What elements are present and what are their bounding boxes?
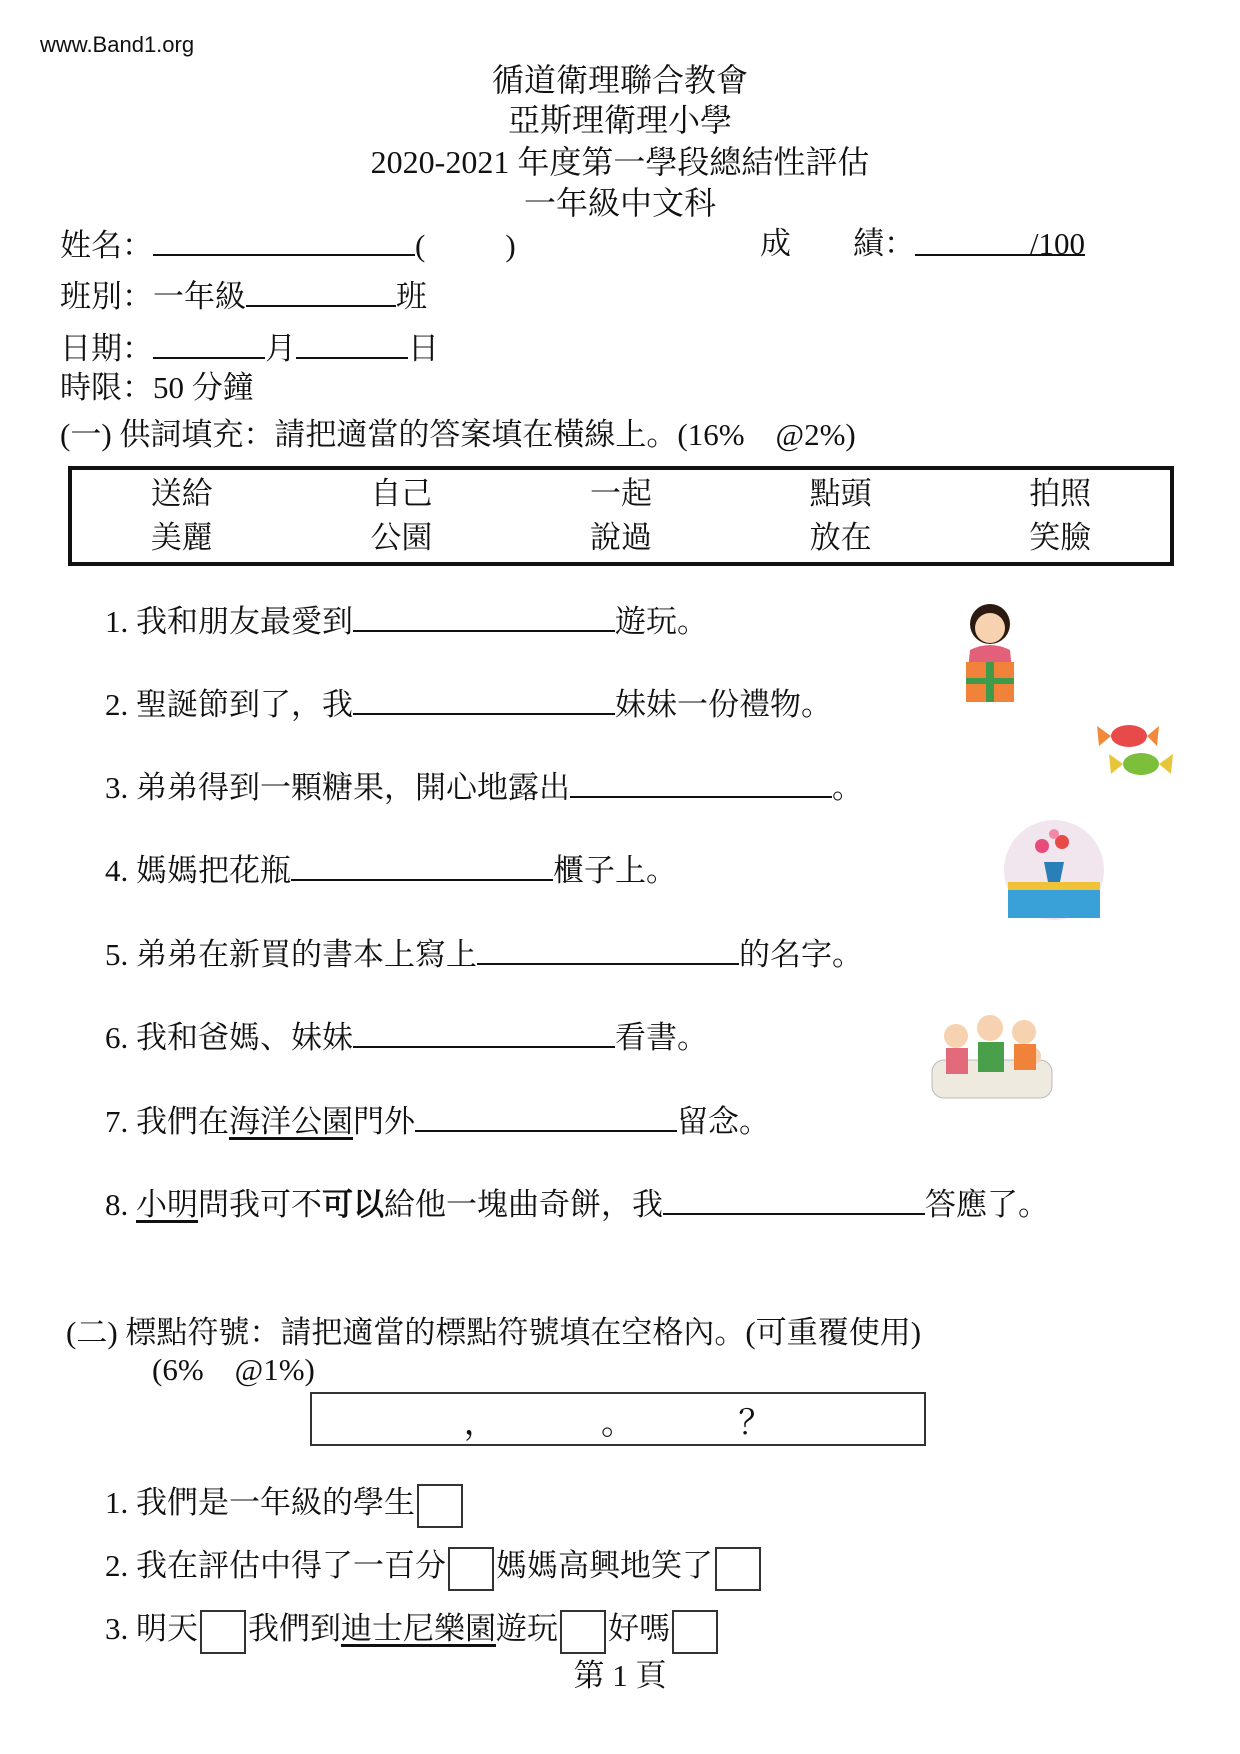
answer-blank[interactable] (353, 600, 615, 632)
fill-question-5 (105, 933, 863, 975)
question-number: 5. (105, 937, 129, 972)
question-number: 3. (105, 1611, 129, 1646)
question-number: 1. (105, 1485, 129, 1520)
class-blank[interactable] (246, 275, 396, 307)
question-text: 看書。 (615, 1020, 708, 1055)
name-label: 姓名： (60, 228, 153, 263)
paren-open: ( (415, 228, 426, 263)
girl-with-gift-image (960, 600, 1020, 704)
subject-title: 一年級中文科 (523, 185, 716, 221)
question-text: 遊玩。 (615, 604, 708, 639)
watermark-url: www.Band1.org (40, 32, 195, 57)
section1-heading: (一) 供詞填充：請把適當的答案填在橫線上。(16% @2%) (60, 417, 856, 452)
word-bank-item: 說過 (589, 520, 652, 555)
word-bank-item: 笑臉 (1029, 520, 1092, 555)
question-number: 6. (105, 1020, 129, 1055)
question-text: 遊玩 (496, 1611, 558, 1646)
month-blank[interactable] (153, 327, 265, 359)
answer-blank[interactable] (663, 1183, 925, 1215)
punct-question-3 (105, 1609, 720, 1654)
word-bank-item: 點頭 (809, 476, 872, 511)
fill-question-4 (105, 849, 677, 891)
question-text: 。 (832, 770, 863, 805)
name-blank[interactable] (153, 224, 415, 256)
punct-question-1 (105, 1483, 465, 1528)
bold-text: 可以 (322, 1187, 384, 1222)
question-text: 答應了。 (925, 1187, 1049, 1222)
question-text: 我們在 (136, 1104, 229, 1139)
class-suffix: 班 (396, 279, 427, 314)
day-blank[interactable] (296, 327, 408, 359)
punct-question-2 (105, 1546, 763, 1591)
question-text: 留念。 (677, 1104, 770, 1139)
candy-image (1095, 720, 1175, 782)
day-label: 日 (408, 331, 439, 366)
answer-box[interactable] (715, 1547, 761, 1591)
symbol-period: 。 (600, 1404, 635, 1442)
question-text: 我在評估中得了一百分 (136, 1548, 446, 1583)
score-total: /100 (1029, 226, 1085, 261)
question-text: 妹妹一份禮物。 (615, 687, 832, 722)
word-bank-item: 拍照 (1029, 476, 1092, 511)
score-label: 成 績： (760, 226, 915, 261)
question-text: 門外 (353, 1104, 415, 1139)
date-row (60, 327, 439, 369)
answer-box[interactable] (417, 1484, 463, 1528)
section2-marks: (6% @1%) (152, 1352, 315, 1387)
question-text: 弟弟得到一顆糖果，開心地露出 (136, 770, 570, 805)
org-title: 循道衛理聯合教會 (491, 62, 748, 98)
score-blank[interactable] (915, 224, 1085, 261)
answer-blank[interactable] (353, 1016, 615, 1048)
question-number: 4. (105, 853, 129, 888)
question-text: 的名字。 (739, 937, 863, 972)
punctuation-bank (310, 1392, 926, 1446)
question-number: 1. (105, 604, 129, 639)
word-bank-item: 一起 (589, 476, 652, 511)
month-label: 月 (265, 331, 296, 366)
word-bank-item: 公園 (370, 520, 433, 555)
fill-question-8 (105, 1183, 1049, 1225)
question-text: 好嗎 (608, 1611, 670, 1646)
question-text: 聖誕節到了，我 (136, 687, 353, 722)
question-number: 2. (105, 687, 129, 722)
question-number: 3. (105, 770, 129, 805)
question-number: 2. (105, 1548, 129, 1583)
school-title: 亞斯理衛理小學 (507, 102, 732, 138)
time-limit: 時限：50 分鐘 (60, 370, 254, 405)
score-row (760, 224, 1085, 264)
answer-blank[interactable] (477, 933, 739, 965)
answer-blank[interactable] (570, 766, 832, 798)
fill-question-2 (105, 683, 832, 725)
question-text: 弟弟在新買的書本上寫上 (136, 937, 477, 972)
family-reading-image (928, 1010, 1056, 1102)
fill-question-7 (105, 1100, 770, 1142)
question-text: 我和爸媽、妹妹 (136, 1020, 353, 1055)
fill-question-6 (105, 1016, 708, 1058)
question-number: 7. (105, 1104, 129, 1139)
proper-noun: 小明 (136, 1187, 198, 1222)
word-bank-item: 放在 (809, 520, 872, 555)
question-number: 8. (105, 1187, 129, 1222)
word-bank-item: 送給 (150, 476, 213, 511)
question-text: 明天 (136, 1611, 198, 1646)
word-bank (68, 466, 1174, 566)
class-label: 班別：一年級 (60, 279, 246, 314)
question-text: 我們是一年級的學生 (136, 1485, 415, 1520)
symbol-question: ？ (738, 1404, 773, 1442)
vase-on-cabinet-image (1002, 818, 1106, 922)
proper-noun: 迪士尼樂園 (341, 1611, 496, 1646)
fill-question-1 (105, 600, 708, 642)
question-text: 我們到 (248, 1611, 341, 1646)
page-number: 第 1 頁 (573, 1658, 667, 1693)
fill-question-3 (105, 766, 863, 808)
question-text: 我和朋友最愛到 (136, 604, 353, 639)
name-row (60, 224, 516, 266)
question-text: 問我可不 (198, 1187, 322, 1222)
answer-blank[interactable] (291, 849, 553, 881)
question-text: 媽媽把花瓶 (136, 853, 291, 888)
symbol-comma: ， (463, 1404, 498, 1442)
paren-close: ) (505, 228, 516, 263)
exam-title: 2020-2021 年度第一學段總結性評估 (370, 144, 870, 180)
question-text: 櫃子上。 (553, 853, 677, 888)
section2-heading: (二) 標點符號：請把適當的標點符號填在空格內。(可重覆使用) (66, 1315, 922, 1350)
answer-blank[interactable] (353, 683, 615, 715)
class-row (60, 275, 427, 317)
question-text: 媽媽高興地笑了 (496, 1548, 713, 1583)
question-text: 給他一塊曲奇餅，我 (384, 1187, 663, 1222)
proper-noun: 海洋公園 (229, 1104, 353, 1139)
answer-box[interactable] (672, 1610, 718, 1654)
answer-box[interactable] (200, 1610, 246, 1654)
word-bank-item: 美麗 (150, 520, 213, 555)
answer-box[interactable] (448, 1547, 494, 1591)
answer-box[interactable] (560, 1610, 606, 1654)
answer-blank[interactable] (415, 1100, 677, 1132)
word-bank-item: 自己 (370, 476, 433, 511)
date-label: 日期： (60, 331, 153, 366)
